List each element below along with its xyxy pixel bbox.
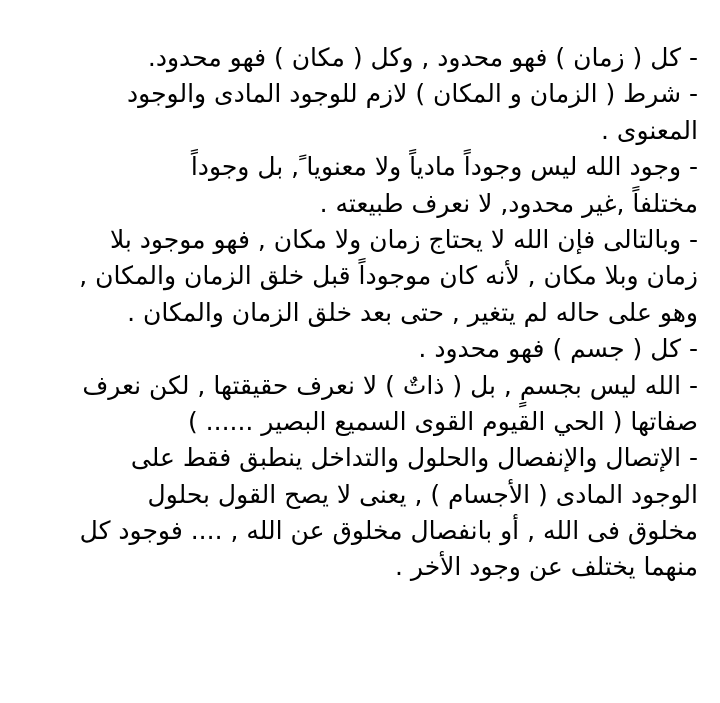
text-line: - الله ليس بجسمٍ , بل ( ذاتٌ ) لا نعرف حقيقتها , لكن نعرف: [82, 370, 698, 400]
text-line: - الإتصال والإنفصال والحلول والتداخل ينطبق فقط على: [130, 443, 698, 473]
text-line: منهما يختلف عن وجود الأخر .: [395, 552, 698, 582]
text-line: وهو على حاله لم يتغير , حتى بعد خلق الزمان والمكان .: [127, 297, 698, 327]
text-line: - كل ( جسم ) فهو محدود .: [418, 334, 698, 364]
text-line: مخلوق فى الله , أو بانفصال مخلوق عن الله , .... فوجود كل: [79, 516, 698, 546]
text-line: - شرط ( الزمان و المكان ) لازم للوجود المادى والوجود: [127, 79, 698, 109]
text-line: - كل ( زمان ) فهو محدود , وكل ( مكان ) فهو محدود.: [147, 43, 698, 72]
text-line: - وبالتالى فإن الله لا يحتاج زمان ولا مكان , فهو موجود بلا: [109, 224, 698, 254]
text-line: - وجود الله ليس وجوداً مادياً ولا معنويا ً, بل وجوداً: [190, 152, 698, 182]
text-line: المعنوى .: [601, 115, 698, 145]
text-line: صفاتها ( الحي القيوم القوى السميع البصير ...... ): [187, 406, 698, 436]
text-line: زمان وبلا مكان , لأنه كان موجوداً قبل خلق الزمان والمكان ,: [79, 261, 698, 291]
document-text: [28, 40, 698, 586]
text-line: مختلفاً ,غير محدود, لا نعرف طبيعته .: [319, 188, 698, 218]
text-line: الوجود المادى ( الأجسام ) , يعنى لا يصح القول بحلول: [147, 479, 698, 509]
